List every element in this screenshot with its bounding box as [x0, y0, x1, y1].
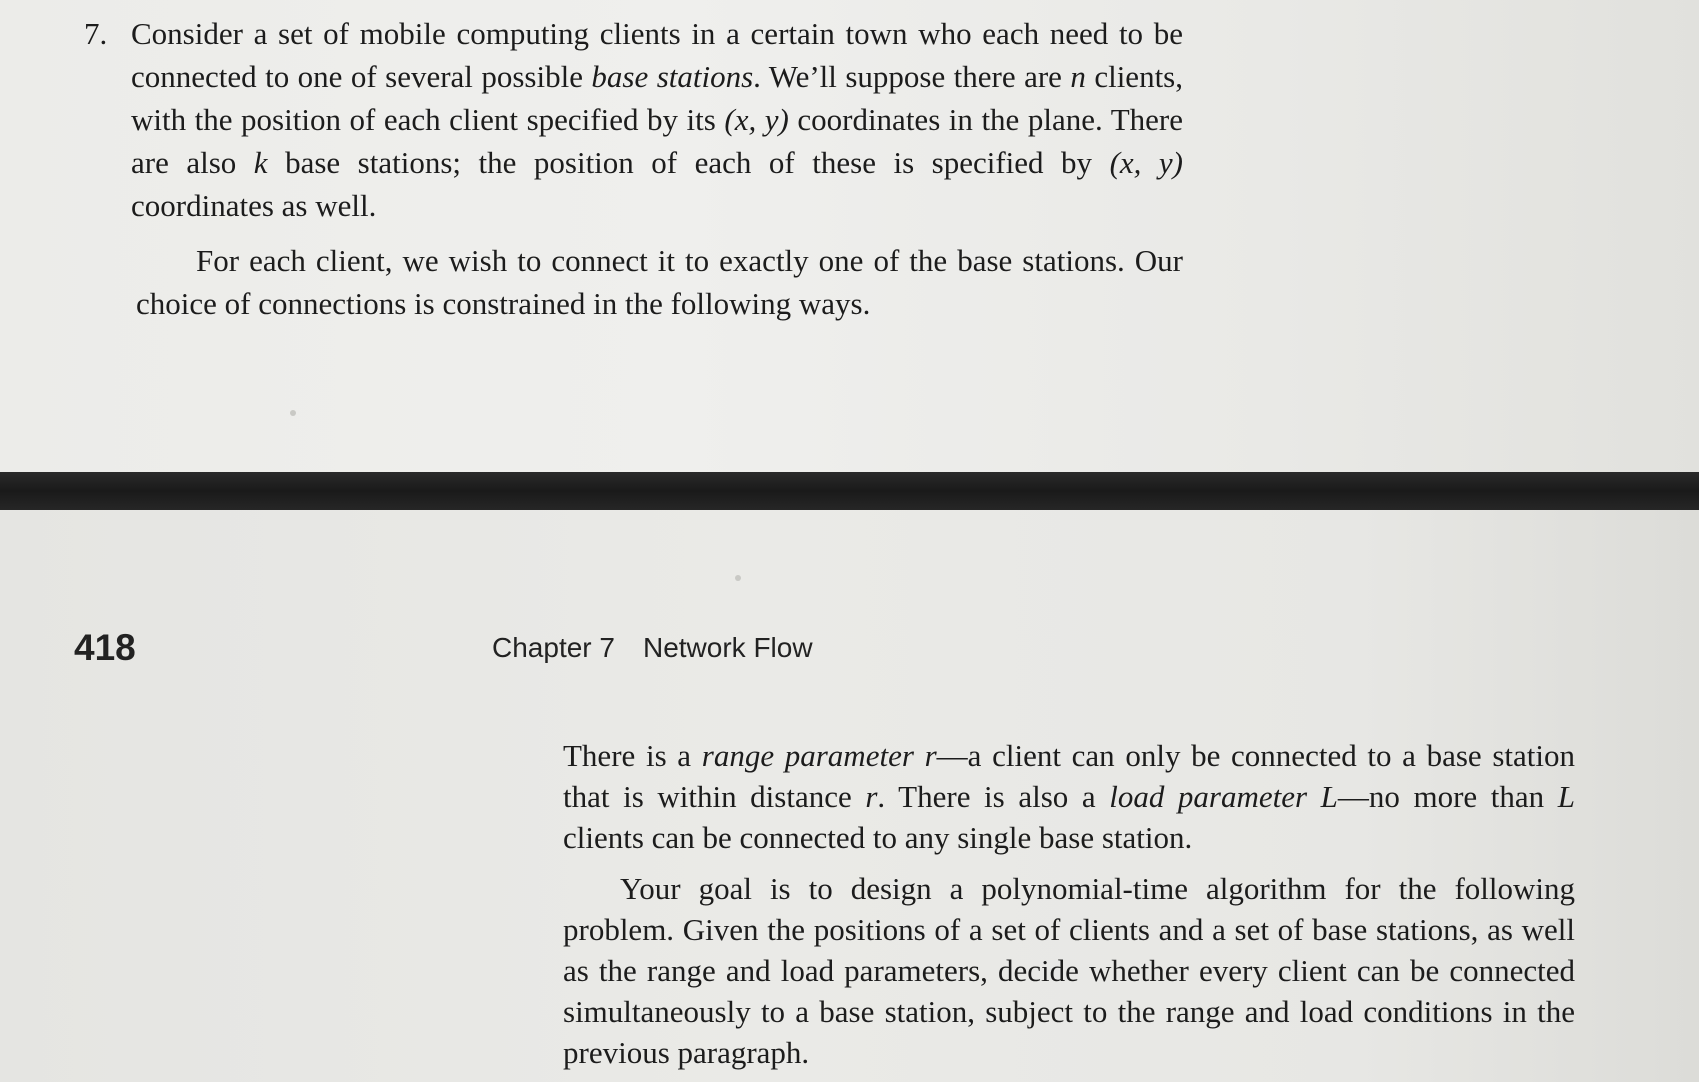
variable-L: L: [1557, 779, 1575, 814]
problem-number: 7.: [84, 16, 108, 51]
chapter-label: Chapter 7: [492, 632, 615, 663]
page-gap-shadow: [0, 472, 1699, 510]
goal-paragraph: Your goal is to design a polynomial-time algorithm for the following problem. Given the positions of a set of clients and a set of base stations, as well as the range and load parameters, decide whether every client can be connected simultaneously to a base station, subject to the range and load conditions in the previous paragraph.: [563, 871, 1575, 1070]
text-run: There is a: [563, 738, 702, 773]
text-run: [1307, 779, 1321, 814]
problem-paragraph-2: For each client, we wish to connect it to exactly one of the base stations. Our choice of connections is constrained in the following ways.: [136, 243, 1183, 321]
chapter-title: Network Flow: [642, 632, 813, 663]
continuation-text: [563, 735, 1575, 1073]
text-run: clients can be connected to any single base station.: [563, 820, 1193, 855]
emphasis-range-parameter: range parameter: [701, 738, 914, 773]
paper-speck: [290, 410, 296, 416]
page-number: 418: [74, 627, 136, 668]
coordinates-xy: (x, y): [724, 102, 789, 137]
problem-7: [84, 12, 1184, 325]
coordinates-xy: (x, y): [1109, 145, 1183, 180]
emphasis-base-stations: base stations: [591, 59, 754, 94]
emphasis-load-parameter: load parameter: [1109, 779, 1308, 814]
text-run: base stations; the position of each of these is specified by: [267, 145, 1110, 180]
text-run: —no more than: [1337, 779, 1558, 814]
text-run: . There is also a: [877, 779, 1110, 814]
text-run: coordinates as well.: [131, 188, 377, 223]
variable-r: r: [924, 738, 937, 773]
running-head: [492, 632, 813, 664]
variable-n: n: [1070, 59, 1086, 94]
range-load-paragraph: [563, 735, 1575, 858]
paper-speck: [735, 575, 741, 581]
text-run: coordinates in the plane. There are also: [131, 102, 1183, 180]
problem-paragraph-1: [131, 12, 1183, 227]
text-run: [914, 738, 925, 773]
variable-k: k: [253, 145, 268, 180]
text-run: . We’ll suppose there are: [753, 59, 1071, 94]
variable-L: L: [1320, 779, 1338, 814]
text-run: Consider a set of mobile computing clients in a certain town who each need to be connected to one of several possible: [131, 16, 1183, 94]
text-run: clients, with the position of each client specified by its: [131, 59, 1183, 137]
upper-book-page: [0, 0, 1699, 472]
text-run: —a client can only be connected to a base station that is within distance: [563, 738, 1576, 814]
variable-r: r: [865, 779, 878, 814]
